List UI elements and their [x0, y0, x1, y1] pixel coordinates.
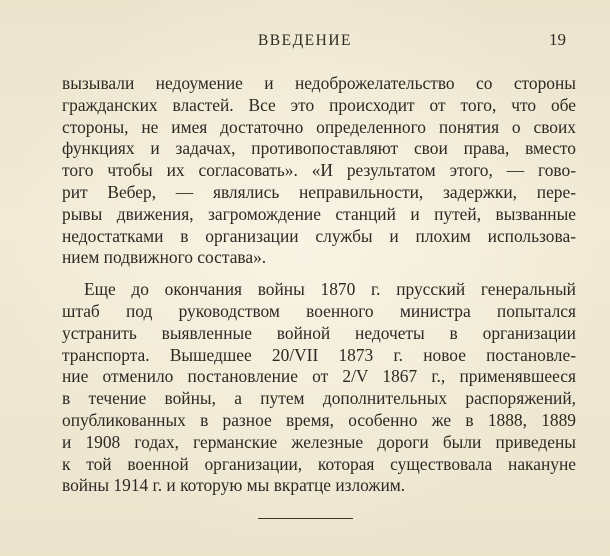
text-line: транспорта. Вышедшее 20/VII 1873 г. новое постановле- — [62, 344, 576, 365]
text-line: Еще до окончания войны 1870 г. прусский генеральный — [84, 279, 576, 300]
text-line: вызывали недоумение и недоброжелательство со стороны — [62, 73, 576, 93]
text-line: в течение войны, а путем дополнительных распоряжений, — [62, 388, 576, 409]
text-line: того чтобы их согласовать». «И результатом этого, — гово- — [62, 160, 576, 181]
text-line: ние отменило постановление от 2/V 1867 г., применявшееся — [62, 366, 576, 387]
text-line: рит Вебер, — являлись неправильности, задержки, пере- — [62, 181, 576, 202]
text-line: недостатками в организации службы и плохим использова- — [62, 225, 576, 246]
running-head: ВВЕДЕНИЕ — [257, 32, 353, 49]
text-line: опубликованных в разное время, особенно же в 1888, 1889 — [62, 409, 576, 430]
page-number: 19 — [549, 30, 566, 49]
text-line: функциях и задачах, противопоставляют свои права, вместо — [62, 138, 576, 159]
text-line: устранить выявленные войной недочеты в организации — [62, 322, 576, 343]
text-line: нием подвижного состава». — [62, 247, 267, 268]
text-line: к той военной организации, которая существовала накануне — [62, 453, 576, 474]
text-line: войны 1914 г. и которую мы вкратце изложим. — [62, 475, 406, 496]
paragraph-2 — [62, 279, 576, 497]
text-line: гражданских властей. Все это происходит от того, что обе — [62, 94, 576, 115]
page-header — [0, 30, 610, 54]
section-rule — [258, 518, 353, 519]
body-text — [62, 73, 576, 497]
text-line: и 1908 годах, германские железные дороги были приведены — [62, 431, 576, 452]
text-line: рывы движения, загромождение станций и путей, вызванные — [62, 203, 576, 224]
text-line: стороны, не имея достаточно определенного понятия о своих — [62, 116, 576, 137]
text-line: штаб под руководством военного министра попытался — [62, 300, 576, 321]
paragraph-1 — [62, 73, 576, 269]
